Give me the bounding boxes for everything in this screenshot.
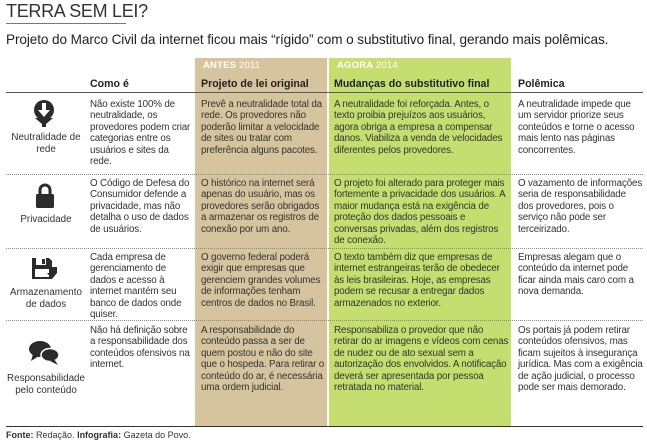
row-responsabilidade-polemica: Os portais já podem retirar conteúdos ofensivos, mas ficam sujeitos à insegurança jurídica. Mas com a exigência de ação judicial, o processo pode ser mais demorado. xyxy=(518,325,643,394)
header-rule xyxy=(6,92,643,93)
column-header-agora: Mudanças do substitutivo final xyxy=(334,78,490,90)
row-label-armazenamento: Armazenamento de dados xyxy=(10,287,82,310)
row-privacidade-polemica: O vazamento de informações seria de responsabilidade dos provedores, pois o serviço não pode ser terceirizado. xyxy=(518,178,643,235)
column-header-antes: Projeto de lei original xyxy=(201,78,309,90)
row-neutralidade-agora: A neutralidade foi reforçada. Antes, o texto proibia prejuízos aos usuários, agora obriga a empresa a compensar danos. Viabiliza a venda de velocidades diferentes pelos provedores. xyxy=(334,99,503,156)
funnel-download-icon xyxy=(30,99,58,132)
source-label: Fonte: xyxy=(6,430,34,440)
infographic-label: Infografia: xyxy=(77,430,122,440)
speech-bubbles-icon xyxy=(28,340,60,371)
row-neutralidade-como: Não existe 100% de neutralidade, os provedores podem criar categorias entre os usuários e sites da rede. xyxy=(90,99,191,168)
era-agora-year: 2014 xyxy=(375,60,398,71)
era-agora-word: AGORA xyxy=(337,60,374,71)
row-label-neutralidade: Neutralidade de rede xyxy=(11,132,81,155)
column-header-polemica: Polêmica xyxy=(518,78,565,90)
row-divider xyxy=(6,248,643,249)
row-responsabilidade-agora: Responsabiliza o provedor que não retirar do ar imagens e vídeos com cenas de nudez ou de ato sexual sem a autorização dos envolvidos. A notificação deverá ser apresentada por pessoa retratada no material. xyxy=(334,325,509,394)
title-underline xyxy=(6,23,126,24)
row-responsabilidade-antes: A responsabilidade do conteúdo passa a ser de quem postou e não do site que o hospeda. Para retirar o conteúdo do ar, é necessária uma ordem judicial. xyxy=(201,325,325,394)
row-privacidade-antes: O histórico na internet será apenas do usuário, mas os provedores serão obrigados a armazenar os registros de conexão por um ano. xyxy=(201,178,320,235)
infographic-value: Gazeta do Povo. xyxy=(123,430,191,440)
row-armazenamento-polemica: Empresas alegam que o conteúdo da internet pode ficar ainda mais caro com a nova demanda. xyxy=(518,252,634,298)
row-divider xyxy=(6,174,643,175)
row-neutralidade-polemica: A neutralidade impede que um servidor priorize seus conteúdos e torne o acesso mais lento nas páginas concorrentes. xyxy=(518,99,635,156)
row-privacidade-como: O Código de Defesa do Consumidor defende a privacidade, mas não detalha o uso de dados de usuários. xyxy=(90,178,190,235)
row-label-responsabilidade: Responsabilidade pelo conteúdo xyxy=(7,373,85,396)
save-download-icon xyxy=(30,255,58,288)
row-armazenamento-antes: O governo federal poderá exigir que empresas que gerenciem grandes volumes de informações tenham centros de dados no Brasil. xyxy=(201,252,321,309)
page-title: TERRA SEM LEI? xyxy=(6,1,148,21)
table-bottom-rule xyxy=(6,426,643,427)
row-label-privacidade: Privacidade xyxy=(20,214,72,225)
column-header-como: Como é xyxy=(90,78,129,90)
era-antes-year: 2011 xyxy=(239,60,261,71)
era-agora-label xyxy=(337,60,398,71)
credits xyxy=(6,430,191,440)
page-subtitle: Projeto do Marco Civil da internet ficou mais “rígido” com o substitutivo final, gerando mais polêmicas. xyxy=(6,32,609,47)
row-responsabilidade-como: Não há definição sobre a responsabilidade dos conteúdos ofensivos na internet. xyxy=(90,325,190,371)
source-value: Redação. xyxy=(36,430,75,440)
row-armazenamento-agora: O texto também diz que empresas de internet estrangeiras terão de obedecer às leis brasileiras. Hoje, as empresas podem se recusar a entregar dados armazenados no exterior. xyxy=(334,252,500,309)
padlock-icon xyxy=(35,183,55,214)
row-armazenamento-como: Cada empresa de gerenciamento de dados e acesso à internet mantém seu banco de dados onde quiser. xyxy=(90,252,182,321)
row-divider xyxy=(6,320,643,321)
era-antes-label xyxy=(203,60,260,71)
era-antes-word: ANTES xyxy=(203,60,237,71)
row-neutralidade-antes: Prevê a neutralidade total da rede. Os provedores não poderão limitar a velocidade de sites ou tratar com preferência alguns pacotes. xyxy=(201,99,322,156)
row-privacidade-agora: O projeto foi alterado para proteger mais fortemente a privacidade dos usuários. A maior mudança está na exigência de proteção dos dados pessoais e conversas privadas, além dos registros de conexão. xyxy=(334,178,505,247)
